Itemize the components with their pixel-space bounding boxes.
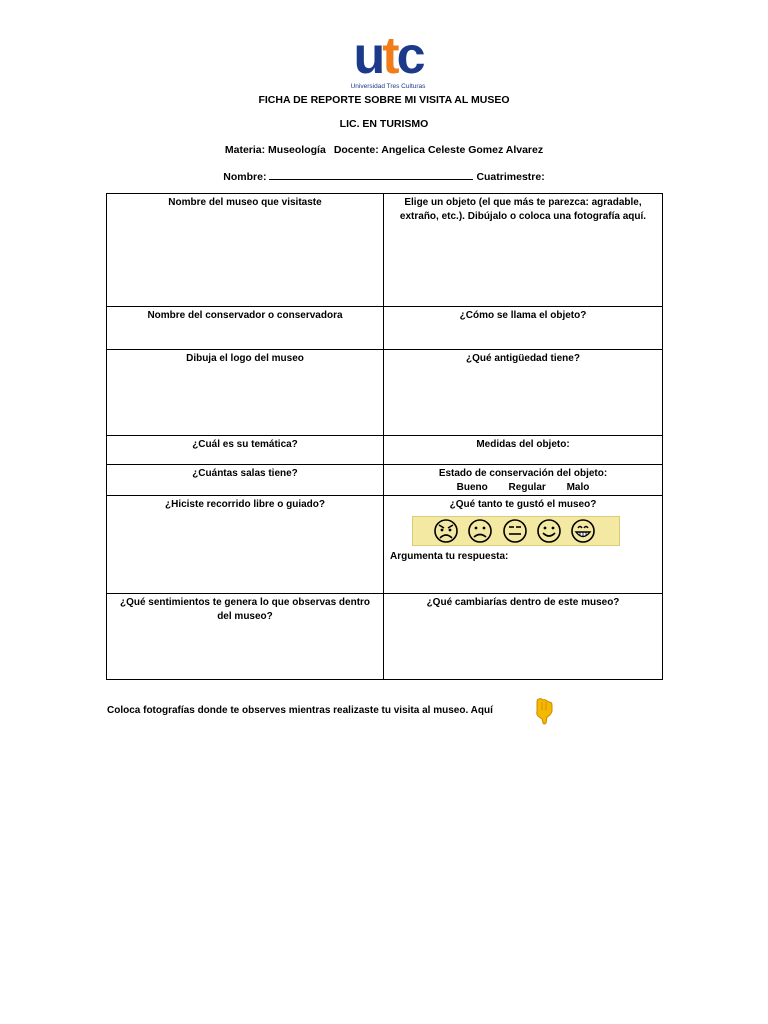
cell-museo-nombre[interactable] [107, 194, 384, 307]
docente-label: Docente: Angelica Celeste Gomez Alvarez [333, 144, 544, 156]
museo-nombre-label: Nombre del museo que visitaste [168, 197, 322, 208]
photo-instruction: Coloca fotografías donde te observes mientras realizaste tu visita al museo. Aquí [107, 705, 493, 716]
rating-faces [412, 516, 620, 546]
cell-objeto-nombre[interactable] [384, 307, 663, 350]
pointing-down-hand-icon [534, 697, 556, 725]
gusto-label: ¿Qué tanto te gustó el museo? [449, 499, 597, 510]
grin-face-icon[interactable] [572, 520, 594, 542]
salas-label: ¿Cuántas salas tiene? [192, 468, 298, 479]
sentimientos-label: ¿Qué sentimientos te genera lo que observas dentro del museo? [119, 597, 371, 622]
cell-recorrido[interactable] [107, 496, 384, 594]
university-logo [338, 27, 438, 94]
subject-line [0, 143, 768, 157]
cell-elige-objeto[interactable] [384, 194, 663, 307]
cuatrimestre-label: Cuatrimestre: [476, 171, 545, 183]
cell-logo-museo[interactable] [107, 350, 384, 436]
elige-objeto-label: Elige un objeto (el que más te parezca: agradable, extraño, etc.). Dibújalo o coloca una fotografía aquí. [399, 197, 647, 222]
objeto-nombre-label: ¿Cómo se llama el objeto? [459, 310, 587, 321]
neutral-face-icon[interactable] [504, 520, 526, 542]
antiguedad-label: ¿Qué antigüedad tiene? [466, 353, 580, 364]
cell-cambiarias[interactable] [384, 594, 663, 680]
cambiarias-label: ¿Qué cambiarías dentro de este museo? [426, 597, 620, 608]
cell-medidas[interactable] [384, 436, 663, 465]
cell-antiguedad[interactable] [384, 350, 663, 436]
cell-sentimientos[interactable] [107, 594, 384, 680]
logo-wordmark: utc [353, 27, 423, 85]
cell-tematica[interactable] [107, 436, 384, 465]
report-table [106, 193, 663, 680]
recorrido-label: ¿Hiciste recorrido libre o guiado? [164, 499, 326, 510]
estado-option-bueno[interactable]: Bueno [456, 482, 488, 493]
cell-conservador[interactable] [107, 307, 384, 350]
estado-label: Estado de conservación del objeto: [438, 468, 608, 479]
logo-museo-label: Dibuja el logo del museo [186, 353, 304, 364]
program-title: LIC. EN TURISMO [339, 118, 429, 130]
cell-salas[interactable] [107, 465, 384, 496]
estado-options [390, 481, 656, 495]
conservador-label: Nombre del conservador o conservadora [147, 310, 343, 321]
logo-subtitle: Universidad Tres Culturas [350, 83, 426, 90]
angry-face-icon[interactable] [435, 520, 457, 542]
nombre-blank[interactable] [269, 169, 473, 180]
medidas-label: Medidas del objeto: [476, 439, 570, 450]
cell-gusto[interactable] [384, 496, 663, 594]
materia-label: Materia: Museología [224, 144, 326, 156]
estado-option-malo[interactable]: Malo [566, 482, 590, 493]
nombre-label: Nombre: [223, 171, 267, 183]
sad-face-icon[interactable] [469, 520, 491, 542]
page-title: FICHA DE REPORTE SOBRE MI VISITA AL MUSEO [258, 94, 510, 106]
tematica-label: ¿Cuál es su temática? [192, 439, 298, 450]
cell-estado[interactable] [384, 465, 663, 496]
argumenta-label: Argumenta tu respuesta: [390, 551, 509, 562]
smile-face-icon[interactable] [538, 520, 560, 542]
name-line [0, 169, 768, 184]
estado-option-regular[interactable]: Regular [508, 482, 546, 493]
